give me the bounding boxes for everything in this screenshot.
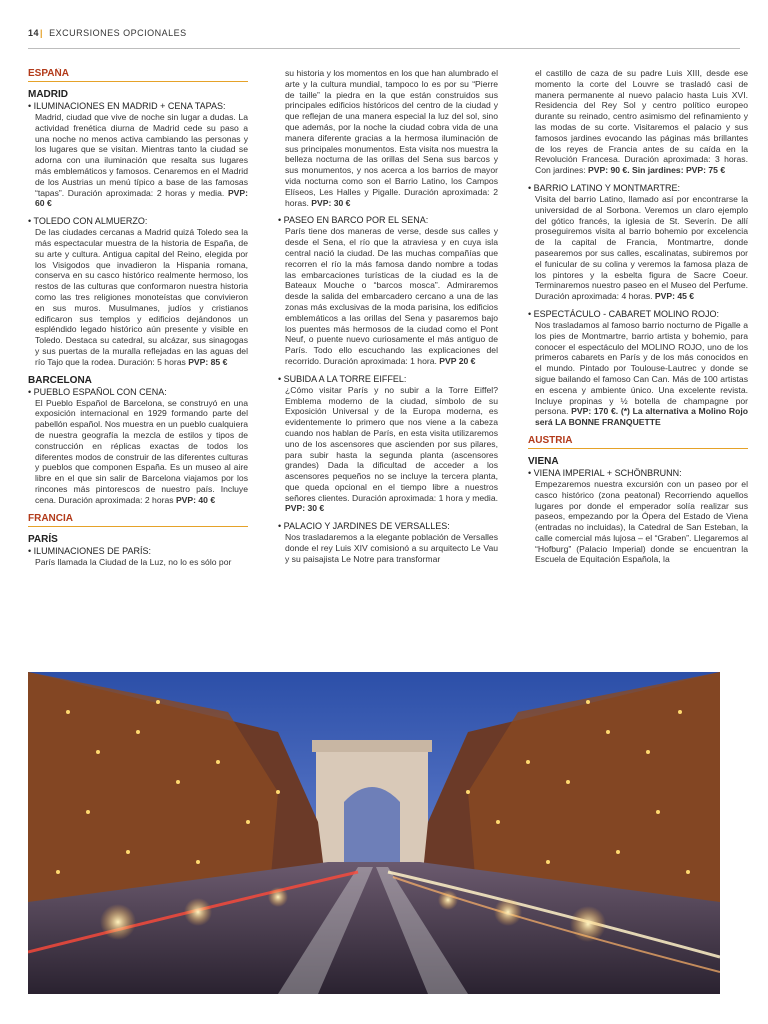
description-text: Madrid, ciudad que vive de noche sin lugar a dudas. La actividad frenética diurna de Madrid cede su paso a una noche no menos activa cambiando las personas y los lugares que se visitan. Mientras tanto la ciudad se adorna con una iluminación que resalta sus lugares más emblemáticos y famosos. Cenaremos en el Madrid de los Austrias un menú típico a base de las famosas “tapas”. Duración aproximada: 2 horas y media. bbox=[35, 112, 248, 198]
description-text: París tiene dos maneras de verse, desde sus calles y desde el Sena, el río que la atraviesa y en cuya isla central nació la ciudad. De las muchas compañías que recorren el río la más famosa dando nombre a todas las embarcaciones turísticas de la ciudad es la de Bateaux Mouche o “barcos mosca”. Admiraremos desde la salida del embarcadero cercano a una de las zonas más exclusivas de la moda parisina, los edificios emblemáticos a las orillas del Sena y pasaremos bajo los puentes más hermosos de la ciudad como el Pont Neuf, o puente nuevo curiosamente el más antiguo de París. Todo ello escuchando las explicaciones del recorrido. Duración aproximada: 1 hora. bbox=[285, 226, 498, 366]
column-3 bbox=[528, 68, 748, 663]
excursion-description bbox=[278, 68, 498, 208]
section-title: EXCURSIONES OPCIONALES bbox=[49, 28, 187, 38]
column-1 bbox=[28, 68, 248, 663]
excursion-item-continued bbox=[278, 68, 498, 208]
excursion-item bbox=[278, 215, 498, 366]
excursion-description bbox=[528, 320, 748, 428]
country-heading-austria: AUSTRIA bbox=[528, 435, 748, 449]
city-heading-madrid: MADRID bbox=[28, 89, 68, 100]
price: PVP 20 € bbox=[439, 355, 476, 366]
city-heading-viena: VIENA bbox=[528, 455, 559, 467]
price: PVP: 85 € bbox=[188, 356, 228, 367]
excursion-description bbox=[278, 226, 498, 366]
excursion-item bbox=[28, 546, 248, 568]
excursion-title: • TOLEDO CON ALMUERZO: bbox=[28, 216, 248, 227]
page-number: 14 bbox=[28, 28, 40, 38]
excursion-title: • BARRIO LATINO Y MONTMARTRE: bbox=[528, 183, 748, 194]
excursion-item bbox=[528, 183, 748, 302]
excursion-item bbox=[28, 387, 248, 506]
excursion-description bbox=[28, 398, 248, 506]
excursion-item bbox=[528, 468, 748, 565]
excursion-title: • PUEBLO ESPAÑOL CON CENA: bbox=[28, 387, 248, 398]
excursion-item bbox=[28, 216, 248, 367]
excursion-title: • VIENA IMPERIAL + SCHÖNBRUNN: bbox=[528, 468, 748, 479]
price: PVP: 45 € bbox=[654, 291, 695, 302]
excursion-description: Empezaremos nuestra excursión con un paseo por el casco histórico (zona peatonal) Recorriendo aquellos lugares por donde el emperador solía realizar sus paseos, empezando por la Ópera del Estado de Viena (entradas no incluidas), la Catedral de San Esteban, la calle comercial más lujosa – el “Graben”. Llegaremos al “Hofburg” (Palacio Imperial) donde se encuentran la Escuela de Equitación Española, la bbox=[535, 478, 748, 565]
excursion-title: • PALACIO Y JARDINES DE VERSALLES: bbox=[278, 521, 498, 532]
description-text: Nos trasladamos al famoso barrio nocturno de Pigalle a los pies de Montmartre, barrio artista y bohemio, para conocer el espectáculo del MOLINO ROJO, uno de los primeros cabarets en París y de los más conocidos en el mundo. Pintado por Toulouse-Lautrec y donde se sigue bailando el famoso Can Can. Más de 100 artistas en escena y ambiente único. Una excelente revista. Incluye propinas y ½ botella de champagne por persona. bbox=[535, 319, 748, 417]
arch-shape bbox=[312, 740, 432, 864]
excursion-description bbox=[28, 112, 248, 209]
excursion-description bbox=[28, 227, 248, 367]
price: PVP: 170 €. (*) bbox=[571, 406, 630, 417]
country-heading-spain: ESPAÑA bbox=[28, 68, 248, 82]
description-text: Visita del barrio Latino, llamado así por encontrarse la universidad de al Sorbona. Veremos un claro ejemplo del gótico francés, la iglesia de St. Severín. De allí proseguiremos visita al barrio bohemio por excelencia de la capital de Francia, Montmartre, donde pasearemos por sus calles, escalinatas, subiremos por el funicular de su colina y veremos la famosa plaza de los pintores y la esbelta figura de Sacre Coeur. Terminaremos nuestro paseo en el Museo del Perfume. Duración aproximada: 4 horas. bbox=[535, 193, 748, 302]
price: PVP: 90 €. Sin jardines: PVP: 75 € bbox=[588, 165, 726, 176]
page-header bbox=[28, 28, 740, 49]
alternative-note: La alternativa a Molino Rojo será LA BONNE FRANQUETTE bbox=[535, 406, 748, 428]
price: PVP: 30 € bbox=[285, 503, 325, 514]
excursion-title: • ESPECTÁCULO - CABARET MOLINO ROJO: bbox=[528, 309, 748, 320]
excursion-description bbox=[528, 194, 748, 302]
excursion-item bbox=[528, 309, 748, 428]
text-columns bbox=[28, 68, 748, 663]
price: PVP: 40 € bbox=[175, 494, 216, 505]
column-2 bbox=[278, 68, 498, 663]
excursion-item bbox=[28, 101, 248, 209]
price: PVP: 60 € bbox=[35, 187, 248, 209]
description-text: El Pueblo Español de Barcelona, se construyó en una exposición internacional en 1929 formando parte del pabellón español. Nos muestra en un pueblo cualquiera de nuestra geografía la mezcla de estilos y tipos de construcción en réplicas exactas de todos los diferentes modos de construir de las diferentes culturas y pueblos que componen España. Es un museo al aire libre en el que sin salir de Barcelona viajamos por los rincones más pintorescos de nuestro país. Incluye cena. Duración aproximada: 2 horas bbox=[35, 397, 248, 505]
excursion-item bbox=[278, 521, 498, 564]
excursion-item-continued bbox=[528, 68, 748, 176]
excursion-description: París llamada la Ciudad de la Luz, no lo es sólo por bbox=[35, 556, 232, 567]
arc-de-triomphe-photo bbox=[28, 672, 720, 994]
excursion-description: Nos trasladaremos a la elegante población de Versalles donde el rey Luis XIV comisionó a su arquitecto Le Vau y su paisajista Le Notre para transformar bbox=[285, 532, 498, 564]
excursion-title: • PASEO EN BARCO POR EL SENA: bbox=[278, 215, 498, 226]
city-heading-paris: PARÍS bbox=[28, 533, 58, 545]
excursion-title: • SUBIDA A LA TORRE EIFFEL: bbox=[278, 374, 498, 385]
header-separator: | bbox=[40, 28, 44, 38]
excursion-title: • ILUMINACIONES DE PARÍS: bbox=[28, 546, 248, 557]
description-text: ¿Cómo visitar París y no subir a la Torre Eiffel? Emblema moderno de la ciudad, símbolo de su Exposición Universal y de la Europa moderna, es evidentemente lo primero que nos viene a la cabeza cuando nos hablan de París, en esta visita utilizaremos uno de los ascensores que ascienden por sus pilares, para subir hasta la segunda planta (ascensores grandes) Dada la dificultad de acceder a los ascensores pequeños no se incluye la tercera planta, que queda opcional en el tiempo libre a nuestros señores clientes. Duración aproximada: 1 hora y media. bbox=[285, 384, 498, 503]
excursion-description bbox=[278, 385, 498, 515]
description-text: el castillo de caza de su padre Luis XIII, desde ese momento la corte del Louvre se trasladó casi de manera permanente al nuevo palacio hasta Luis XVI. Residencia del Rey Sol y centro político europeo durante su reinado, centro asimismo del refinamiento y las modas de su corte. Visitaremos el palacio y sus famosos jardines evocando las páginas más brillantes de los reyes de Francia antes de su caída en la Revolución Francesa. Duración aproximada: 3 horas. Con jardines: bbox=[535, 68, 748, 176]
night-avenue-illustration bbox=[28, 672, 720, 994]
excursion-description bbox=[528, 68, 748, 176]
city-heading-barcelona: BARCELONA bbox=[28, 374, 92, 386]
excursion-title: • ILUMINACIONES EN MADRID + CENA TAPAS: bbox=[28, 101, 248, 112]
excursion-item bbox=[278, 374, 498, 515]
description-text: su historia y los momentos en los que han alumbrado el arte y la cultura mundial, tampoco lo es por su “Pierre de taille” la piedra en la que están construidos sus principales edificios históricos del centro de la ciudad y que reflejan de una manera especial la luz del sol, sino que además, por la noche la ciudad cobra vida de una manera diferente gracias a la hermosa iluminación de sus principales monumentos. Esta visita nos muestra la belleza nocturna de las orillas del Sena sus barcos y sus monumentos, y nos acerca a los barrios de mayor vida nocturna como son el Barrio Latino, los Campos Elíseos, Les Halles y Pigalle. Duración aproximada: 2 horas. bbox=[285, 68, 498, 208]
price: PVP: 30 € bbox=[311, 197, 351, 208]
description-text: De las ciudades cercanas a Madrid quizá Toledo sea la más espectacular muestra de la historia de España, de su arte y cultura. Antigua capital del Reino, elegida por los Visigodos que invadieron la Hispania romana, conserva en su casco histórico realmente hermoso, los restos de las culturas que conformaron nuestra historia como las tres religiones monoteístas que convivieron en sus muros. Musulmanes, judíos y cristianos edificaron sus templos y edificios dejándonos un espléndido legado histórico aún presente y visible en Toledo. Destaca su catedral, su alcázar, sus sinagogas y sus puertas de la muralla reflejadas en las aguas del río Tajo que la rodea. Duración: 5 horas bbox=[35, 227, 248, 367]
country-heading-france: FRANCIA bbox=[28, 513, 248, 527]
